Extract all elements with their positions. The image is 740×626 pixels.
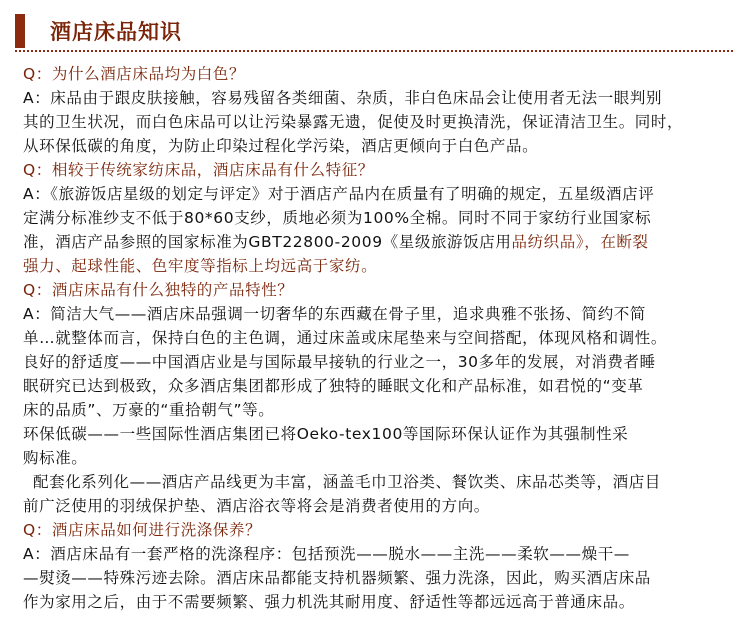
answer-3-line-9: 前广泛使用的羽绒保护垫、酒店浴衣等将会是消费者使用的方向。 xyxy=(23,497,490,515)
question-4: Q：酒店床品如何进行洗涤保养？ xyxy=(23,521,262,539)
header-accent-bar xyxy=(15,14,25,48)
answer-3-line-4: 眠研究已达到极致，众多酒店集团都形成了独特的睡眠文化和产品标准，如君悦的“变革 xyxy=(23,377,644,395)
answer-3-line-6: 环保低碳——一些国际性酒店集团已将Oeko-tex100等国际环保认证作为其强制性采 xyxy=(23,425,629,443)
answer-2-line-1: A：《旅游饭店星级的划定与评定》对于酒店产品内在质量有了明确的规定，五星级酒店评 xyxy=(23,185,655,203)
answer-3-line-7: 购标准。 xyxy=(23,449,88,467)
answer-2-line-2: 定满分标准纱支不低于80*60支纱，质地必须为100%全棉。同时不同于家纺行业国家标 xyxy=(23,209,652,227)
faq-content xyxy=(23,62,723,614)
answer-3-line-1: A：简洁大气——酒店床品强调一切奢华的东西藏在骨子里，追求典雅不张扬、简约不简 xyxy=(23,305,647,323)
answer-1-line-1: A：床品由于跟皮肤接触，容易残留各类细菌、杂质，非白色床品会让使用者无法一眼判别 xyxy=(23,89,663,107)
question-2: Q：相较于传统家纺床品，酒店床品有什么特征？ xyxy=(23,161,374,179)
answer-1-line-2: 其的卫生状况，而白色床品可以让污染暴露无遗，促使及时更换清洗，保证清洁卫生。同时， xyxy=(23,113,684,131)
question-3: Q：酒店床品有什么独特的产品特性？ xyxy=(23,281,294,299)
answer-3-line-3: 良好的舒适度——中国酒店业是与国际最早接轨的行业之一，30多年的发展，对消费者睡 xyxy=(23,353,656,371)
answer-3-line-5: 床的品质”、万豪的“重拾朝气”等。 xyxy=(23,401,275,419)
question-1: Q：为什么酒店床品均为白色？ xyxy=(23,65,246,83)
answer-1-line-3: 从环保低碳的角度，为防止印染过程化学污染，酒店更倾向于白色产品。 xyxy=(23,137,539,155)
answer-2-line-4: 强力、起球性能、色牢度等指标上均远高于家纺。 xyxy=(23,257,378,275)
answer-3-line-8: 配套化系列化——酒店产品线更为丰富，涵盖毛巾卫浴类、餐饮类、床品芯类等，酒店目 xyxy=(33,473,661,491)
section-header xyxy=(0,0,740,60)
answer-4-line-2: —熨烫——特殊污迹去除。酒店床品都能支持机器频繁、强力洗涤，因此，购买酒店床品 xyxy=(23,569,651,587)
answer-4-line-3: 作为家用之后，由于不需要频繁、强力机洗其耐用度、舒适性等都远远高于普通床品。 xyxy=(23,593,635,611)
answer-4-line-1: A：酒店床品有一套严格的洗涤程序：包括预洗——脱水——主洗——柔软——燥干— xyxy=(23,545,630,563)
header-dotted-divider xyxy=(15,50,733,52)
answer-2-line-3-highlight: 品纺织品》，在断裂 xyxy=(511,233,649,251)
answer-2-line-3 xyxy=(23,230,723,254)
page-title: 酒店床品知识 xyxy=(50,20,182,44)
answer-2-line-3-text: 准，酒店产品参照的国家标准为GBT22800-2009《星级旅游饭店用 xyxy=(23,233,512,251)
answer-3-line-2: 单…就整体而言，保持白色的主色调，通过床盖或床尾垫来与空间搭配，体现风格和调性。 xyxy=(23,329,668,347)
